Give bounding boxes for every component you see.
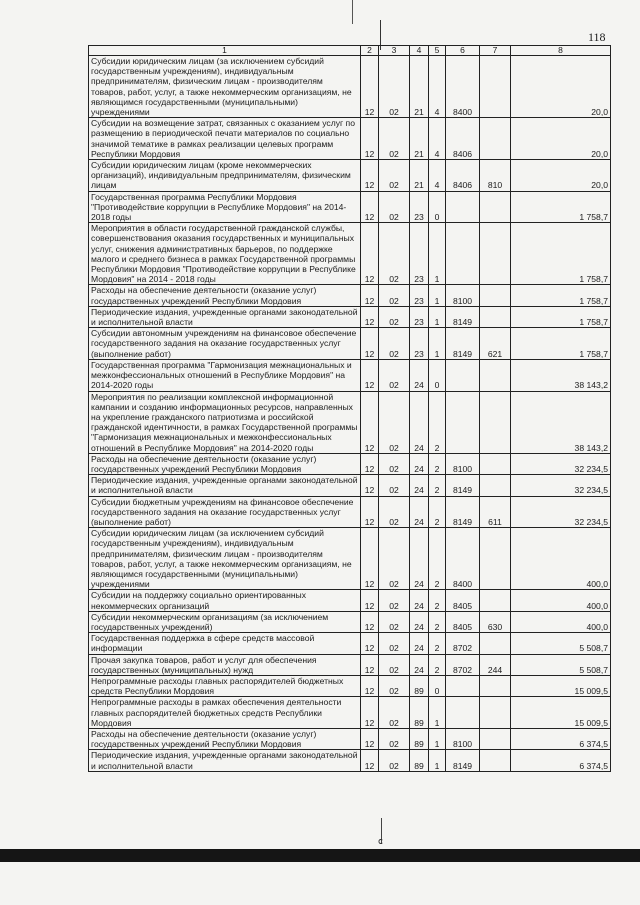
row-code-5: 2 [429, 590, 446, 611]
row-code-2: 12 [361, 223, 379, 285]
row-code-2: 12 [361, 359, 379, 391]
row-code-6 [446, 359, 480, 391]
row-name: Субсидии на возмещение затрат, связанных с оказанием услуг по размещению в периодической печати материалов по социально значимой тематике в рамках реализации целевых программ Республики Мордовия [89, 118, 361, 160]
row-code-2: 12 [361, 191, 379, 223]
row-code-4: 21 [410, 118, 429, 160]
row-code-4: 24 [410, 611, 429, 632]
row-code-6: 8149 [446, 496, 480, 528]
table-row [89, 453, 611, 474]
row-code-7: 611 [480, 496, 511, 528]
row-amount: 20,0 [511, 160, 611, 192]
handwritten-mark: ⅽ [378, 836, 383, 846]
row-code-7 [480, 359, 511, 391]
row-name: Субсидии бюджетным учреждениям на финансовое обеспечение государственного задания на оказание государственных услуг (выполнение работ) [89, 496, 361, 528]
row-amount: 5 508,7 [511, 654, 611, 675]
row-code-5: 2 [429, 453, 446, 474]
row-amount: 38 143,2 [511, 359, 611, 391]
row-code-7 [480, 729, 511, 750]
row-code-5: 4 [429, 118, 446, 160]
row-code-3: 02 [379, 654, 410, 675]
row-amount: 32 234,5 [511, 453, 611, 474]
row-code-3: 02 [379, 697, 410, 729]
row-code-5: 1 [429, 223, 446, 285]
row-code-4: 24 [410, 496, 429, 528]
row-code-7 [480, 453, 511, 474]
row-code-7 [480, 306, 511, 327]
row-code-6: 8406 [446, 160, 480, 192]
row-code-6 [446, 223, 480, 285]
row-code-3: 02 [379, 306, 410, 327]
row-code-6: 8406 [446, 118, 480, 160]
row-code-5: 2 [429, 475, 446, 496]
row-code-3: 02 [379, 328, 410, 360]
row-code-2: 12 [361, 475, 379, 496]
row-code-3: 02 [379, 285, 410, 306]
row-amount: 15 009,5 [511, 675, 611, 696]
row-code-3: 02 [379, 118, 410, 160]
row-code-3: 02 [379, 590, 410, 611]
row-code-4: 89 [410, 675, 429, 696]
row-name: Расходы на обеспечение деятельности (оказание услуг) государственных учреждений Республики Мордовия [89, 285, 361, 306]
row-code-5: 1 [429, 729, 446, 750]
row-amount: 1 758,7 [511, 223, 611, 285]
row-code-2: 12 [361, 391, 379, 453]
row-code-4: 24 [410, 633, 429, 654]
row-code-6: 8702 [446, 633, 480, 654]
row-code-2: 12 [361, 633, 379, 654]
row-code-4: 89 [410, 729, 429, 750]
row-code-2: 12 [361, 285, 379, 306]
row-code-7 [480, 750, 511, 771]
row-code-4: 24 [410, 590, 429, 611]
row-code-4: 23 [410, 223, 429, 285]
row-amount: 400,0 [511, 611, 611, 632]
row-amount: 32 234,5 [511, 475, 611, 496]
row-name: Государственная программа Республики Мордовия "Противодействие коррупции в Республике Мордовия" на 2014-2018 годы [89, 191, 361, 223]
row-code-3: 02 [379, 475, 410, 496]
row-code-5: 2 [429, 611, 446, 632]
table-row [89, 697, 611, 729]
row-code-5: 2 [429, 654, 446, 675]
row-code-6: 8149 [446, 750, 480, 771]
row-code-6 [446, 675, 480, 696]
table-row [89, 675, 611, 696]
row-code-3: 02 [379, 496, 410, 528]
scan-mark-top [352, 0, 353, 24]
table-row [89, 611, 611, 632]
table-row [89, 391, 611, 453]
row-amount: 6 374,5 [511, 729, 611, 750]
row-code-3: 02 [379, 391, 410, 453]
row-name: Субсидии автономным учреждениям на финансовое обеспечение государственного задания на оказание государственных услуг (выполнение работ) [89, 328, 361, 360]
row-code-5: 0 [429, 675, 446, 696]
row-code-4: 21 [410, 56, 429, 118]
row-code-5: 0 [429, 191, 446, 223]
column-header: 5 [429, 46, 446, 56]
row-amount: 15 009,5 [511, 697, 611, 729]
row-code-3: 02 [379, 160, 410, 192]
row-code-7: 244 [480, 654, 511, 675]
row-code-2: 12 [361, 590, 379, 611]
budget-table [88, 45, 611, 772]
scan-edge-bar [0, 849, 640, 862]
table-row [89, 633, 611, 654]
row-amount: 1 758,7 [511, 285, 611, 306]
row-code-7 [480, 56, 511, 118]
row-code-7 [480, 675, 511, 696]
table-row [89, 590, 611, 611]
row-name: Периодические издания, учрежденные органами законодательной и исполнительной власти [89, 475, 361, 496]
table-row [89, 118, 611, 160]
row-code-2: 12 [361, 697, 379, 729]
table-body [89, 56, 611, 772]
row-amount: 400,0 [511, 590, 611, 611]
row-code-2: 12 [361, 118, 379, 160]
row-code-2: 12 [361, 528, 379, 590]
row-code-4: 24 [410, 528, 429, 590]
row-amount: 20,0 [511, 118, 611, 160]
row-code-6 [446, 391, 480, 453]
row-amount: 5 508,7 [511, 633, 611, 654]
table-row [89, 729, 611, 750]
row-code-2: 12 [361, 496, 379, 528]
row-code-5: 4 [429, 56, 446, 118]
row-code-2: 12 [361, 453, 379, 474]
table-row [89, 160, 611, 192]
row-name: Расходы на обеспечение деятельности (оказание услуг) государственных учреждений Республики Мордовия [89, 453, 361, 474]
table-row [89, 528, 611, 590]
row-code-7: 621 [480, 328, 511, 360]
table-row [89, 328, 611, 360]
row-code-5: 1 [429, 328, 446, 360]
row-code-3: 02 [379, 223, 410, 285]
row-name: Мероприятия в области государственной гражданской службы, совершенствования оказания государственных и муниципальных услуг, снижения административных барьеров, по поддержке малого и среднего бизнеса в рамках Государственной программы Республики Мордовия "Противодействие коррупции в Республике Мордовия" на 2014 - 2018 годы [89, 223, 361, 285]
row-code-5: 1 [429, 697, 446, 729]
row-code-4: 24 [410, 654, 429, 675]
row-code-5: 2 [429, 528, 446, 590]
row-code-2: 12 [361, 160, 379, 192]
row-name: Расходы на обеспечение деятельности (оказание услуг) государственных учреждений Республики Мордовия [89, 729, 361, 750]
row-amount: 32 234,5 [511, 496, 611, 528]
row-code-4: 23 [410, 328, 429, 360]
table-row [89, 56, 611, 118]
column-header: 2 [361, 46, 379, 56]
row-code-2: 12 [361, 611, 379, 632]
row-code-3: 02 [379, 675, 410, 696]
row-code-2: 12 [361, 675, 379, 696]
row-code-3: 02 [379, 729, 410, 750]
row-code-6 [446, 191, 480, 223]
row-code-6 [446, 697, 480, 729]
row-code-6: 8100 [446, 285, 480, 306]
row-code-7 [480, 118, 511, 160]
row-code-4: 23 [410, 306, 429, 327]
row-code-4: 23 [410, 191, 429, 223]
column-header: 1 [89, 46, 361, 56]
column-header: 7 [480, 46, 511, 56]
row-code-3: 02 [379, 56, 410, 118]
table-row [89, 475, 611, 496]
row-code-5: 0 [429, 359, 446, 391]
table-row [89, 285, 611, 306]
row-code-3: 02 [379, 528, 410, 590]
row-code-3: 02 [379, 750, 410, 771]
row-code-3: 02 [379, 359, 410, 391]
row-code-4: 24 [410, 359, 429, 391]
row-code-4: 24 [410, 391, 429, 453]
row-code-5: 1 [429, 306, 446, 327]
table-row [89, 750, 611, 771]
row-code-2: 12 [361, 306, 379, 327]
table-row [89, 223, 611, 285]
table-row [89, 306, 611, 327]
row-code-7 [480, 191, 511, 223]
page-number: 118 [588, 30, 606, 44]
row-name: Прочая закупка товаров, работ и услуг для обеспечения государственных (муниципальных) нужд [89, 654, 361, 675]
row-name: Непрограммные расходы в рамках обеспечения деятельности главных распорядителей бюджетных средств Республики Мордовия [89, 697, 361, 729]
row-code-2: 12 [361, 729, 379, 750]
row-code-7 [480, 697, 511, 729]
row-code-5: 2 [429, 496, 446, 528]
row-name: Мероприятия по реализации комплексной информационной кампании и созданию информационных ресурсов, направленных на укрепление гражданского патриотизма и российской гражданской идентичности, в рамках Государственной программы "Гармонизация межнациональных и межконфессиональных отношений в Республике Мордовия" на 2014-2020 годы [89, 391, 361, 453]
row-name: Государственная поддержка в сфере средств массовой информации [89, 633, 361, 654]
column-header: 4 [410, 46, 429, 56]
row-code-6: 8702 [446, 654, 480, 675]
table-row [89, 654, 611, 675]
row-code-7: 630 [480, 611, 511, 632]
row-code-7 [480, 285, 511, 306]
column-header: 6 [446, 46, 480, 56]
row-code-4: 89 [410, 750, 429, 771]
row-name: Субсидии юридическим лицам (кроме некоммерческих организаций), индивидуальным предпринимателям, физическим лицам [89, 160, 361, 192]
row-code-6: 8405 [446, 590, 480, 611]
row-name: Непрограммные расходы главных распорядителей бюджетных средств Республики Мордовия [89, 675, 361, 696]
table-row [89, 191, 611, 223]
row-amount: 20,0 [511, 56, 611, 118]
row-name: Периодические издания, учрежденные органами законодательной и исполнительной власти [89, 306, 361, 327]
column-header: 3 [379, 46, 410, 56]
column-header: 8 [511, 46, 611, 56]
row-code-6: 8100 [446, 729, 480, 750]
row-amount: 400,0 [511, 528, 611, 590]
row-code-4: 89 [410, 697, 429, 729]
row-name: Государственная программа "Гармонизация межнациональных и межконфессиональных отношений в Республике Мордовия" на 2014-2020 годы [89, 359, 361, 391]
row-code-5: 1 [429, 750, 446, 771]
row-code-3: 02 [379, 611, 410, 632]
row-code-3: 02 [379, 633, 410, 654]
row-name: Субсидии юридическим лицам (за исключением субсидий государственным учреждениям), индивидуальным предпринимателям, физическим лицам - производителям товаров, работ, услуг, а также некоммерческим организациям, не являющимся государственными (муниципальными) учреждениями [89, 56, 361, 118]
row-code-4: 23 [410, 285, 429, 306]
row-code-7 [480, 633, 511, 654]
row-code-7: 810 [480, 160, 511, 192]
row-name: Субсидии на поддержку социально ориентированных некоммерческих организаций [89, 590, 361, 611]
row-code-3: 02 [379, 191, 410, 223]
table-row [89, 496, 611, 528]
row-code-2: 12 [361, 328, 379, 360]
row-code-4: 21 [410, 160, 429, 192]
row-code-6: 8400 [446, 56, 480, 118]
row-amount: 6 374,5 [511, 750, 611, 771]
row-code-6: 8400 [446, 528, 480, 590]
row-code-4: 24 [410, 453, 429, 474]
row-code-7 [480, 223, 511, 285]
row-code-7 [480, 590, 511, 611]
row-code-7 [480, 391, 511, 453]
row-code-7 [480, 475, 511, 496]
row-code-4: 24 [410, 475, 429, 496]
row-code-6: 8149 [446, 475, 480, 496]
row-code-5: 4 [429, 160, 446, 192]
row-amount: 38 143,2 [511, 391, 611, 453]
row-name: Субсидии некоммерческим организациям (за исключением государственных учреждений) [89, 611, 361, 632]
row-amount: 1 758,7 [511, 306, 611, 327]
table-row [89, 359, 611, 391]
row-code-5: 2 [429, 633, 446, 654]
row-code-6: 8100 [446, 453, 480, 474]
row-code-2: 12 [361, 750, 379, 771]
row-name: Периодические издания, учрежденные органами законодательной и исполнительной власти [89, 750, 361, 771]
row-code-6: 8149 [446, 328, 480, 360]
row-code-3: 02 [379, 453, 410, 474]
row-code-5: 1 [429, 285, 446, 306]
row-amount: 1 758,7 [511, 191, 611, 223]
row-amount: 1 758,7 [511, 328, 611, 360]
row-code-5: 2 [429, 391, 446, 453]
row-code-7 [480, 528, 511, 590]
row-code-6: 8149 [446, 306, 480, 327]
row-code-6: 8405 [446, 611, 480, 632]
row-name: Субсидии юридическим лицам (за исключением субсидий государственным учреждениям), индивидуальным предпринимателям, физическим лицам - производителям товаров, работ, услуг, а также некоммерческим организациям, не являющимся государственными (муниципальными) учреждениями [89, 528, 361, 590]
table-header-row [89, 46, 611, 56]
row-code-2: 12 [361, 654, 379, 675]
row-code-2: 12 [361, 56, 379, 118]
